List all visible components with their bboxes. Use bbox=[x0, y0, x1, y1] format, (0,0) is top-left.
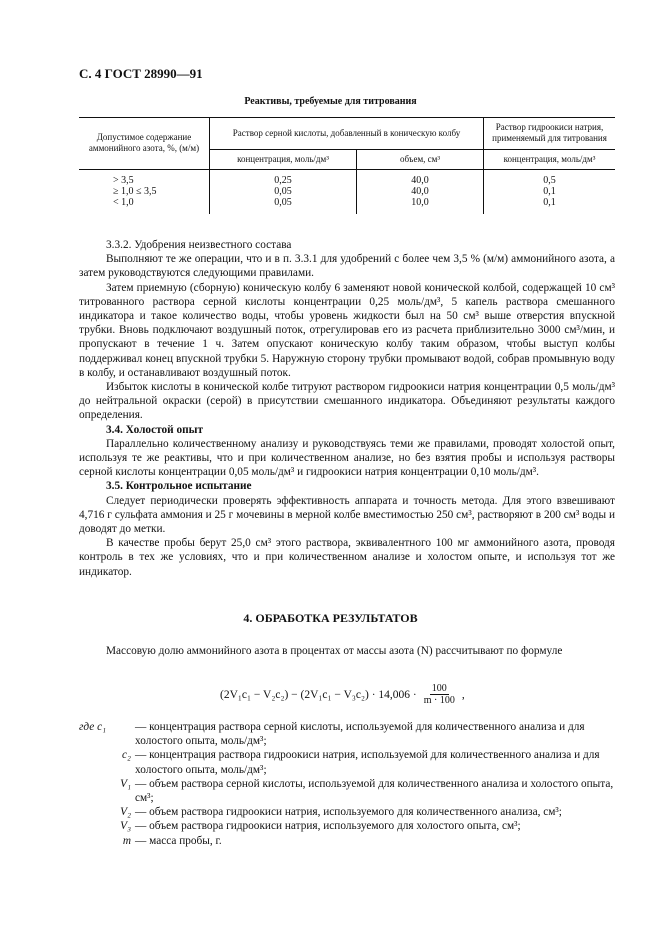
cell-alkali-conc: 0,1 bbox=[484, 197, 616, 214]
definition-item bbox=[79, 805, 619, 819]
subsection-heading-3-3-2: 3.3.2. Удобрения неизвестного состава bbox=[106, 239, 292, 251]
definition-item bbox=[79, 748, 619, 776]
formula-intro: Массовую долю аммонийного азота в процентах от массы азота (N) рассчитывают по формуле bbox=[106, 645, 563, 657]
cell-range: ≥ 1,0 ≤ 3,5 bbox=[113, 185, 157, 197]
col-header-acid-volume: объем, см³ bbox=[357, 149, 484, 169]
formula-fraction bbox=[422, 683, 457, 706]
definition-text: — масса пробы, г. bbox=[135, 834, 222, 847]
cell-volume: 10,0 bbox=[357, 197, 484, 214]
cell-alkali-conc: 0,5 bbox=[484, 169, 616, 186]
cell-range: > 3,5 bbox=[113, 174, 134, 186]
cell-volume: 40,0 bbox=[357, 169, 484, 186]
formula-numerator: 100 bbox=[431, 683, 447, 694]
col-header-alkali-group: Раствор гидроокиси натрия, применяемый для титрования bbox=[484, 118, 616, 150]
subsection-heading-3-4: 3.4. Холостой опыт bbox=[106, 423, 203, 436]
subsection-heading-3-5: 3.5. Контрольное испытание bbox=[106, 480, 252, 493]
cell-alkali-conc: 0,1 bbox=[484, 186, 616, 197]
paragraph: Затем приемную (сборную) коническую колбу 6 заменяют новой конической колбой, содержащей 10 см³ титрованного раствора серной кислоты концентрации 0,25 моль/дм³, 5 капель раствора смешанного индикатора и такое количество воды, чтобы уровень жидкости был на 50 см³ выше отверстия впускной трубки. Вновь подключают воздушный поток, отрегулировав его из расчета приблизительно 3000 см³/мин, и пропускают в течение 1 ч. Затем опускают коническую колбу таким образом, чтобы выступ колбы поддерживал конец впускной трубки 5. Наружную сторону трубки промывают водой, собрав промывную воду в колбу, и останавливают воздушный поток. bbox=[79, 281, 615, 379]
definition-symbol: c₂ bbox=[122, 749, 131, 762]
definition-item bbox=[79, 834, 619, 848]
cell-acid-conc: 0,25 bbox=[210, 169, 357, 186]
definition-text: — концентрация раствора гидроокиси натрия, используемой для количественного анализа и для холостого опыта, моль/дм³; bbox=[135, 749, 600, 776]
definition-item bbox=[79, 777, 619, 805]
col-header-acid-group: Раствор серной кислоты, добавленный в коническую колбу bbox=[210, 118, 484, 150]
definition-symbol: V₁ bbox=[120, 777, 131, 790]
definition-text: — концентрация раствора серной кислоты, используемой для количественного анализа и для холостого опыта, моль/дм³; bbox=[135, 721, 585, 748]
paragraph: Избыток кислоты в конической колбе титруют раствором гидроокиси натрия концентрации 0,5 моль/дм³ до нейтральной окраски (серой) в присутствии смешанного индикатора. Объединяют результаты каждого определения. bbox=[79, 381, 615, 422]
definition-symbol: V₃ bbox=[120, 820, 131, 833]
definition-text: — объем раствора серной кислоты, используемой для количественного анализа и холостого опыта, см³; bbox=[135, 777, 614, 805]
col-header-nitrogen: Допустимое содержание аммонийного азота, %, (м/м) bbox=[79, 118, 210, 170]
table-row bbox=[79, 186, 615, 197]
definition-symbol: m bbox=[122, 834, 131, 847]
definition-text: — объем раствора гидроокиси натрия, используемого для холостого опыта, см³; bbox=[135, 820, 521, 833]
paragraph: Следует периодически проверять эффективность аппарата и точность метода. Для этого взвешивают 4,716 г сульфата аммония и 25 г мочевины в мерной колбе вместимостью 250 см³, растворяют в 200 см³ воды и доводят до метки. bbox=[79, 494, 615, 536]
table-row bbox=[79, 197, 615, 214]
definition-symbol: V₂ bbox=[120, 806, 131, 819]
page-header: С. 4 ГОСТ 28990—91 bbox=[79, 66, 203, 81]
table-row bbox=[79, 169, 615, 186]
paragraph: Параллельно количественному анализу и руководствуясь теми же правилами, проводят холостой опыт, используя те же реактивы, что и при количественном анализе, но без взятия пробы и используя растворы серной кислоты концентрации 0,05 моль/дм³ и гидроокиси натрия концентрации 0,10 моль/дм³. bbox=[79, 437, 615, 479]
cell-range: < 1,0 bbox=[113, 196, 134, 208]
body-text bbox=[79, 238, 615, 579]
reagents-table bbox=[79, 117, 615, 214]
formula bbox=[220, 683, 465, 706]
col-header-acid-conc: концентрация, моль/дм³ bbox=[210, 149, 357, 169]
formula-denominator: m · 100 bbox=[423, 695, 455, 706]
section-title: 4. ОБРАБОТКА РЕЗУЛЬТАТОВ bbox=[243, 611, 418, 625]
formula-tail: , bbox=[461, 688, 465, 701]
cell-acid-conc: 0,05 bbox=[210, 197, 357, 214]
definition-item bbox=[79, 720, 619, 748]
definition-symbol: где c₁ bbox=[79, 721, 107, 733]
paragraph: В качестве пробы берут 25,0 см³ этого раствора, эквивалентного 100 мг аммонийного азота, проводя контроль в тех же условиях, что и при количественном анализе и холостом опыте, и используя тот же индикатор. bbox=[79, 537, 615, 578]
definition-item bbox=[79, 819, 619, 833]
cell-volume: 40,0 bbox=[357, 186, 484, 197]
cell-acid-conc: 0,05 bbox=[210, 186, 357, 197]
definitions-list bbox=[79, 720, 619, 848]
table-title: Реактивы, требуемые для титрования bbox=[244, 96, 417, 107]
definition-text: — объем раствора гидроокиси натрия, используемого для количественного анализа, см³; bbox=[135, 806, 562, 819]
formula-main: (2V₁c₁ − V₂c₂) − (2V₁c₁ − V₃c₂) · 14,006 · bbox=[220, 688, 417, 701]
paragraph: Выполняют те же операции, что и в п. 3.3.1 для удобрений с более чем 3,5 % (м/м) аммонийного азота, а затем руководствуются следующими правилами. bbox=[79, 253, 615, 280]
col-header-alkali-conc: концентрация, моль/дм³ bbox=[484, 149, 616, 169]
